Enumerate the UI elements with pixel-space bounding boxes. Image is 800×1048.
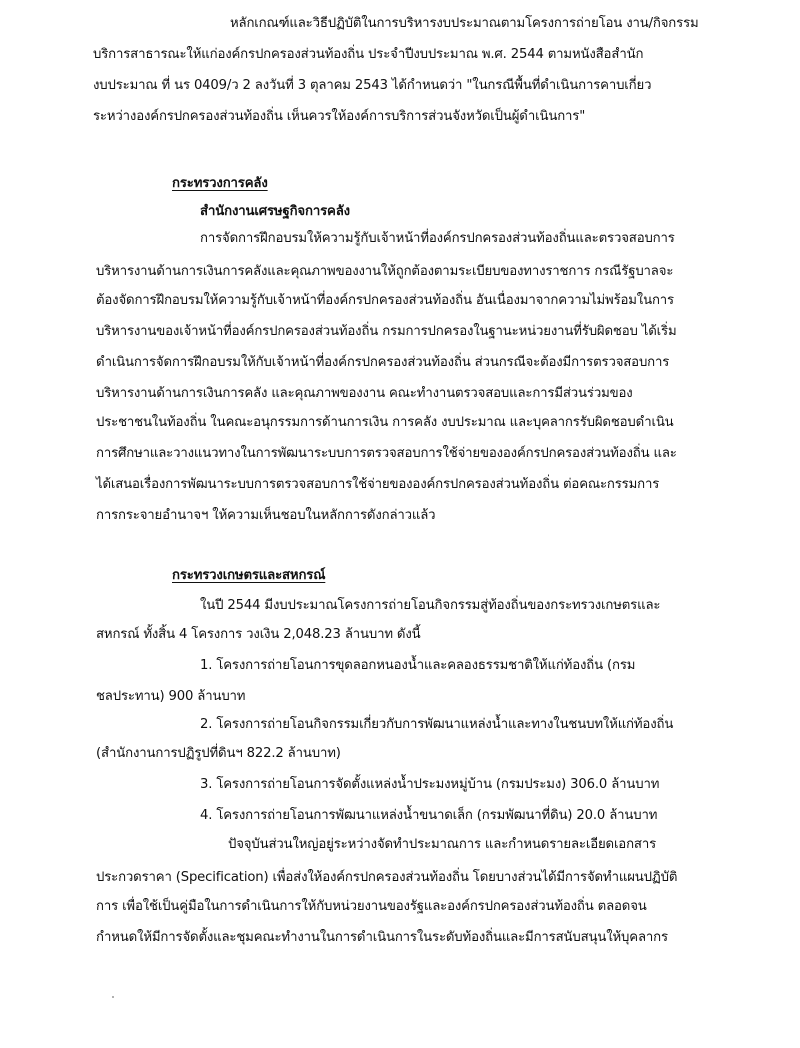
finance-line-9: ได้เสนอเรื่องการพัฒนาระบบการตรวจสอบการใช้จ่ายขององค์กรปกครองส่วนท้องถิ่น ต่อคณะกรรมการ [96, 477, 660, 492]
agriculture-heading: กระทรวงเกษตรและสหกรณ์ [172, 568, 326, 583]
finance-line-1: การจัดการฝึกอบรมให้ความรู้กับเจ้าหน้าที่องค์กรปกครองส่วนท้องถิ่นและตรวจสอบการ [200, 231, 675, 246]
agriculture-item-2-cont: (สำนักงานการปฏิรูปที่ดินฯ 822.2 ล้านบาท) [96, 746, 341, 761]
finance-line-2: บริหารงานด้านการเงินการคลังและคุณภาพของงานให้ถูกต้องตามระเบียบของทางราชการ กรณีรัฐบาลจะ [96, 264, 674, 279]
intro-line-3: งบประมาณ ที่ นร 0409/ว 2 ลงวันที่ 3 ตุลาคม 2543 ได้กำหนดว่า "ในกรณีพื้นที่ดำเนินการคาบเกี่ยว [93, 78, 652, 93]
agriculture-item-1: 1. โครงการถ่ายโอนการขุดลอกหนองน้ำและคลองธรรมชาติให้แก่ท้องถิ่น (กรม [200, 658, 636, 673]
finance-line-8: การศึกษาและวางแนวทางในการพัฒนาระบบการตรวจสอบการใช้จ่ายขององค์กรปกครองส่วนท้องถิ่น และ [96, 446, 677, 461]
agriculture-item-3: 3. โครงการถ่ายโอนการจัดตั้งแหล่งน้ำประมงหมู่บ้าน (กรมประมง) 306.0 ล้านบาท [200, 777, 660, 792]
finance-heading: กระทรวงการคลัง [172, 176, 268, 191]
finance-subheading: สำนักงานเศรษฐกิจการคลัง [200, 204, 350, 219]
intro-line-2: บริการสาธารณะให้แก่องค์กรปกครองส่วนท้องถิ่น ประจำปีงบประมาณ พ.ศ. 2544 ตามหนังสือสำนัก [93, 47, 644, 62]
agriculture-line-status: ปัจจุบันส่วนใหญ่อยู่ระหว่างจัดทำประมาณการ และกำหนดรายละเอียดเอกสาร [228, 837, 657, 852]
intro-line-1: หลักเกณฑ์และวิธีปฏิบัติในการบริหารงบประมาณตามโครงการถ่ายโอน งาน/กิจกรรม [230, 16, 699, 31]
agriculture-line-2: สหกรณ์ ทั้งสิ้น 4 โครงการ วงเงิน 2,048.23 ล้านบาท ดังนี้ [96, 627, 421, 642]
finance-line-6: บริหารงานด้านการเงินการคลัง และคุณภาพของงาน คณะทำงานตรวจสอบและการมีส่วนร่วมของ [96, 386, 633, 401]
agriculture-item-1-cont: ชลประทาน) 900 ล้านบาท [96, 689, 246, 704]
finance-line-3: ต้องจัดการฝึกอบรมให้ความรู้กับเจ้าหน้าที่องค์กรปกครองส่วนท้องถิ่น อันเนื่องมาจากความไม่พร้อมในการ [96, 293, 674, 308]
agriculture-line-1: ในปี 2544 มีงบประมาณโครงการถ่ายโอนกิจกรรมสู่ท้องถิ่นของกระทรวงเกษตรและ [200, 598, 661, 613]
finance-line-10: การกระจายอำนาจฯ ให้ความเห็นชอบในหลักการดังกล่าวแล้ว [96, 508, 436, 523]
agriculture-item-2: 2. โครงการถ่ายโอนกิจกรรมเกี่ยวกับการพัฒนาแหล่งน้ำและทางในชนบทให้แก่ท้องถิ่น [200, 717, 674, 732]
finance-line-5: ดำเนินการจัดการฝึกอบรมให้กับเจ้าหน้าที่องค์กรปกครองส่วนท้องถิ่น ส่วนกรณีจะต้องมีการตรวจสอบการ [96, 355, 670, 370]
scan-speck [112, 996, 114, 998]
finance-line-4: บริหารงานของเจ้าหน้าที่องค์กรปกครองส่วนท้องถิ่น กรมการปกครองในฐานะหน่วยงานที่รับผิดชอบ ได้เริ่ม [96, 324, 677, 339]
agriculture-line-staff: กำหนดให้มีการจัดตั้งและชุมคณะทำงานในการดำเนินการในระดับท้องถิ่นและมีการสนับสนุนให้บุคลากร [96, 930, 668, 945]
agriculture-line-manual: การ เพื่อใช้เป็นคู่มือในการดำเนินการให้กับหน่วยงานของรัฐและองค์กรปกครองส่วนท้องถิ่น ตลอดจน [96, 899, 647, 914]
intro-line-4: ระหว่างองค์กรปกครองส่วนท้องถิ่น เห็นควรให้องค์การบริการส่วนจังหวัดเป็นผู้ดำเนินการ" [93, 109, 586, 124]
finance-line-7: ประชาชนในท้องถิ่น ในคณะอนุกรรมการด้านการเงิน การคลัง งบประมาณ และบุคลากรรับผิดชอบดำเนิน [96, 415, 674, 430]
agriculture-item-4: 4. โครงการถ่ายโอนการพัฒนาแหล่งน้ำขนาดเล็ก (กรมพัฒนาที่ดิน) 20.0 ล้านบาท [200, 808, 658, 823]
agriculture-line-spec: ประกวดราคา (Specification) เพื่อส่งให้องค์กรปกครองส่วนท้องถิ่น โดยบางส่วนได้มีการจัดทำแผนปฏิบัติ [96, 870, 678, 885]
